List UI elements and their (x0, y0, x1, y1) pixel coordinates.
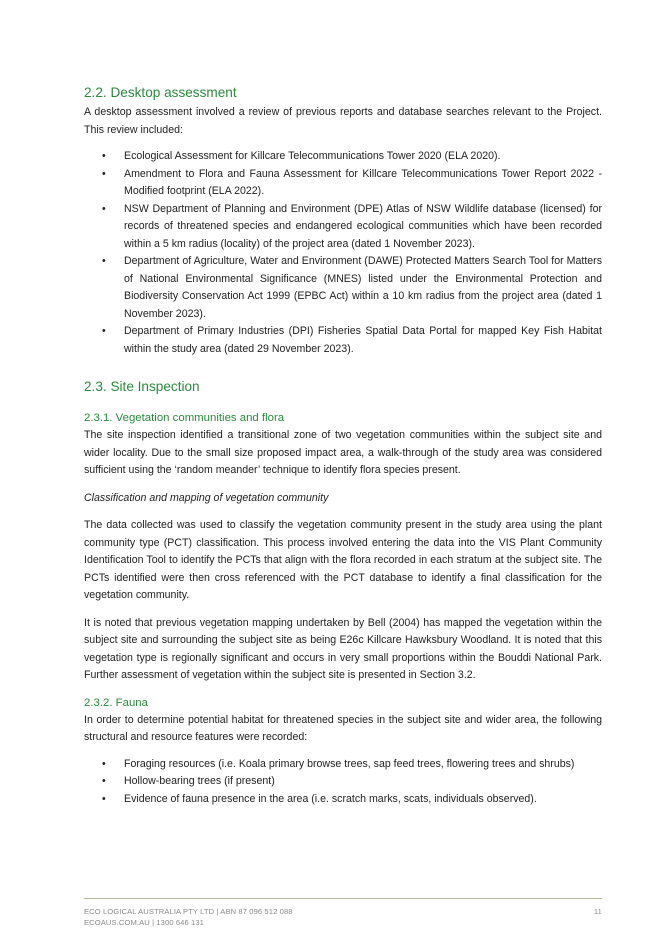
footer-divider (84, 898, 602, 899)
page-number: 11 (593, 907, 602, 916)
desktop-review-list (84, 148, 602, 358)
bullet-icon: • (102, 150, 106, 162)
section-heading-site-inspection: 2.3. Site Inspection (84, 379, 200, 394)
list-item: • Ecological Assessment for Killcare Telecommunications Tower 2020 (ELA 2020). (84, 148, 602, 166)
list-item: • Department of Agriculture, Water and Environment (DAWE) Protected Matters Search Tool for Matters of National Environmental Significance (MNES) listed under the Environmental Protection and Biodiversity Conservation Act 1999 (EPBC Act) within a 10 km radius from the project area (dated 1 November 2023). (102, 255, 602, 320)
bullet-icon: • (102, 255, 106, 267)
list-item: • NSW Department of Planning and Environment (DPE) Atlas of NSW Wildlife database (licensed) for records of threatened species and endangered ecological communities which have been recorded within a 5 km radius (locality) of the project area (dated 1 November 2023). (102, 202, 602, 250)
bullet-icon: • (102, 792, 106, 805)
vegetation-paragraph-3: It is noted that previous vegetation mapping undertaken by Bell (2004) has mapped the vegetation within the subject site and surrounding the subject site as being E26c Killcare Hawksbury Woodland. It is noted that this vegetation type is regionally significant and occurs in very small proportions within the Bouddi National Park. Further assessment of vegetation within the subject site is presented in Section 3.2. (84, 616, 602, 681)
list-item: • Department of Primary Industries (DPI) Fisheries Spatial Data Portal for mapped Key Fish Habitat within the study area (dated 29 November 2023). (102, 325, 602, 355)
vegetation-paragraph-2: The data collected was used to classify the vegetation community present in the study area using the plant community type (PCT) classification. This process involved entering the data into the VIS Plant Community Identification Tool to identify the PCTs that align with the flora recorded in each stratum at the subject site. The PCTs identified were then cross referenced with the PCT database to identify a final classification for the vegetation community. (84, 519, 602, 601)
list-item: • Hollow-bearing trees (if present) (84, 773, 602, 791)
section-heading-desktop-assessment: 2.2. Desktop assessment (84, 85, 237, 100)
bullet-icon: • (102, 775, 106, 787)
classification-subheading: Classification and mapping of vegetation community (84, 491, 329, 504)
page-content (84, 84, 602, 808)
footer-company-line: ECO LOGICAL AUSTRALIA PTY LTD | ABN 87 096 512 088 (84, 907, 293, 916)
page-footer (84, 906, 602, 928)
bullet-icon: • (102, 167, 106, 180)
fauna-features-list (84, 756, 602, 809)
desktop-intro: A desktop assessment involved a review of previous reports and database searches relevant to the Project. This review included: (84, 106, 602, 136)
bullet-icon: • (102, 325, 106, 337)
list-item: • Foraging resources (i.e. Koala primary browse trees, sap feed trees, flowering trees and shrubs) (84, 756, 602, 774)
bullet-icon: • (102, 757, 106, 770)
subsection-heading-fauna: 2.3.2. Fauna (84, 696, 148, 709)
bullet-icon: • (102, 202, 106, 215)
footer-contact-line: ECOAUS.COM.AU | 1300 646 131 (84, 918, 204, 927)
subsection-heading-vegetation: 2.3.1. Vegetation communities and flora (84, 412, 285, 424)
fauna-intro: In order to determine potential habitat for threatened species in the subject site and wider area, the following structural and resource features were recorded: (84, 713, 602, 743)
list-item: • Evidence of fauna presence in the area (i.e. scratch marks, scats, individuals observed). (84, 791, 602, 809)
list-item: • Amendment to Flora and Fauna Assessment for Killcare Telecommunications Tower Report 2022 - Modified footprint (ELA 2022). (102, 167, 602, 197)
vegetation-paragraph-1: The site inspection identified a transitional zone of two vegetation communities within the subject site and wider locality. Due to the small size proposed impact area, a walk-through of the study area was considered sufficient using the ‘random meander’ technique to identify flora species present. (84, 429, 602, 476)
